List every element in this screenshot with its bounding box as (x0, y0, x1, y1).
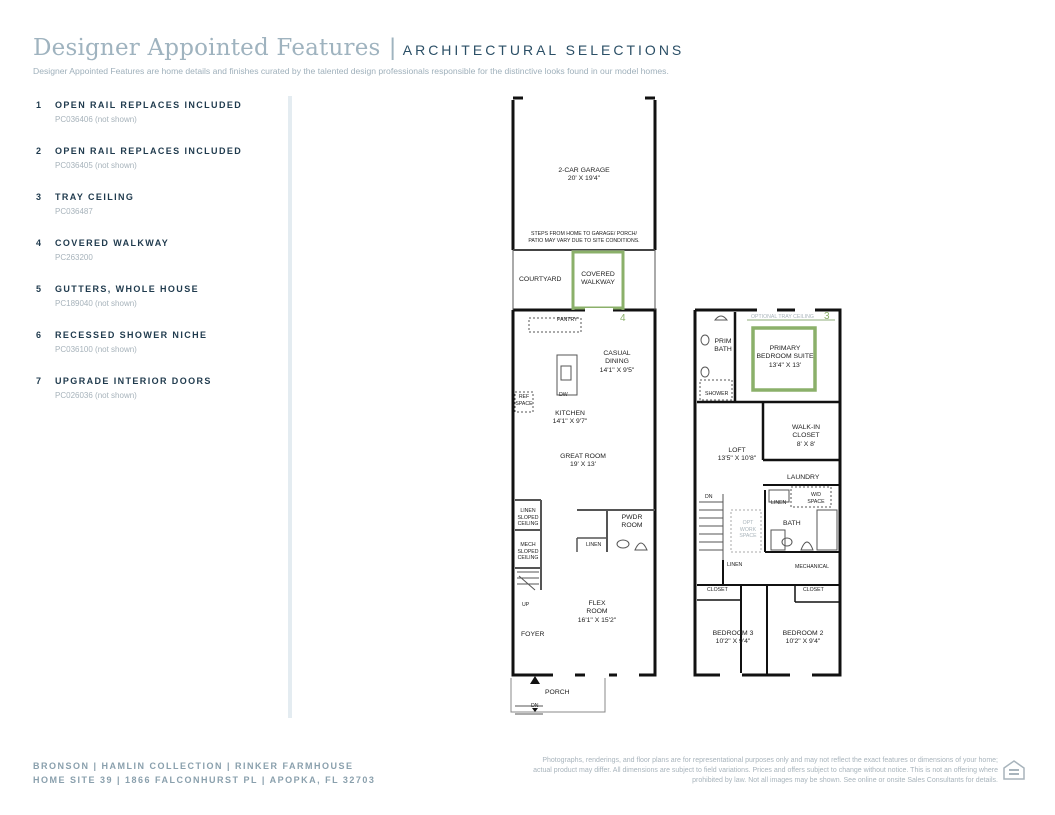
primary-bath-line: BATH (714, 346, 732, 354)
feature-number: 1 (36, 100, 42, 110)
feature-code: PC189040 (not shown) (55, 299, 137, 308)
page-header (33, 34, 684, 62)
feature-label: TRAY CEILING (55, 192, 135, 202)
covered-walkway-line: WALKWAY (581, 279, 615, 287)
garage-label (547, 167, 621, 184)
feature-item (36, 146, 276, 192)
feature-item (36, 192, 276, 238)
wd-space-line: W/D (810, 492, 822, 498)
ref-space-line: SPACE (515, 400, 533, 407)
feature-number: 6 (36, 330, 42, 340)
feature-item (36, 100, 276, 146)
opt-work-space-label (737, 520, 759, 540)
great-room-label (555, 453, 611, 470)
bedroom-3-name: BEDROOM 3 (712, 630, 754, 637)
opt-work-space-line: WORK (739, 526, 757, 533)
casual-dining-label (595, 350, 639, 375)
feature-item (36, 238, 276, 284)
equal-housing-icon (1002, 758, 1026, 782)
feature-item (36, 284, 276, 330)
dishwasher-label: DW (559, 392, 568, 398)
porch-dn-label: DN (531, 703, 539, 709)
garage-dimension: 20' X 19'4" (567, 175, 601, 183)
home-site-info (33, 759, 375, 788)
bedroom-2-name: BEDROOM 2 (782, 630, 824, 637)
page-title: Designer Appointed Features (33, 35, 381, 61)
mech-sloped-line: CEILING (517, 555, 539, 561)
loft-name: LOFT (728, 447, 746, 454)
page-description: Designer Appointed Features are home details and finishes curated by the talented design professionals responsible for the distinctive looks found in our model homes. (33, 66, 669, 76)
feature-marker-3: 3 (824, 311, 830, 322)
shower-label: SHOWER (705, 391, 729, 397)
collection-line: BRONSON | HAMLIN COLLECTION | RINKER FARMHOUSE (33, 761, 354, 771)
kitchen-name: KITCHEN (555, 410, 585, 417)
optional-tray-ceiling-label: OPTIONAL TRAY CEILING (751, 314, 814, 320)
flex-room-label (573, 600, 621, 625)
powder-room-line: PWDR (621, 514, 643, 521)
laundry-linen-label: LINEN (771, 500, 787, 506)
walk-in-closet-line: WALK-IN (791, 424, 821, 431)
ref-space-line: REF (518, 394, 530, 400)
garage-name: 2-CAR GARAGE (558, 167, 610, 174)
feature-label: COVERED WALKWAY (55, 238, 170, 248)
mech-sloped-line: SLOPED (517, 548, 539, 555)
feature-number: 5 (36, 284, 42, 294)
address-line: HOME SITE 39 | 1866 FALCONHURST PL | APOPKA, FL 32703 (33, 775, 376, 786)
bedroom-3-dimension: 10'2" X 9'4" (715, 638, 751, 646)
mech-sloped-label (515, 542, 541, 562)
steps-note (519, 231, 649, 244)
laundry-label: LAUNDRY (787, 474, 820, 481)
title-separator: | (389, 34, 396, 61)
feature-code: PC026036 (not shown) (55, 391, 137, 400)
primary-suite-dimension: 13'4" X 13' (768, 361, 802, 369)
bath-label: BATH (783, 520, 801, 527)
kitchen-label (545, 410, 595, 427)
feature-label: UPGRADE INTERIOR DOORS (55, 376, 212, 386)
covered-walkway-label (575, 271, 621, 288)
feature-code: PC036487 (55, 207, 93, 216)
courtyard-label: COURTYARD (519, 276, 562, 283)
feature-label: OPEN RAIL REPLACES INCLUDED (55, 146, 243, 156)
stairs-up-label: UP (522, 602, 530, 608)
linen-sloped-line: SLOPED (517, 514, 539, 521)
covered-walkway-line: COVERED (581, 271, 615, 278)
feature-number: 3 (36, 192, 42, 202)
floor-plan (495, 90, 855, 720)
great-room-dimension: 19' X 13' (569, 461, 597, 469)
bedroom-2-dimension: 10'2" X 9'4" (785, 638, 821, 646)
opt-work-space-line: OPT (742, 520, 754, 526)
powder-room-label (617, 514, 647, 531)
page-subtitle: ARCHITECTURAL SELECTIONS (402, 42, 685, 58)
walk-in-closet-label (783, 424, 829, 449)
feature-code: PC036100 (not shown) (55, 345, 137, 354)
bedroom-3-label (705, 630, 761, 647)
linen-sloped-line: CEILING (517, 521, 539, 527)
feature-marker-4: 4 (620, 313, 626, 324)
closet-bedroom2-label: CLOSET (803, 587, 824, 593)
feature-label: OPEN RAIL REPLACES INCLUDED (55, 100, 243, 110)
floor-plan-drawing (495, 90, 855, 720)
feature-number: 4 (36, 238, 42, 248)
closet-bedroom3-label: CLOSET (707, 587, 728, 593)
vertical-divider (288, 96, 292, 718)
walk-in-closet-dimension: 8' X 8' (796, 440, 816, 448)
great-room-name: GREAT ROOM (560, 453, 606, 460)
porch-label: PORCH (545, 689, 570, 696)
mechanical-label: MECHANICAL (795, 564, 830, 570)
feature-code: PC036405 (not shown) (55, 161, 137, 170)
walk-in-closet-line: CLOSET (792, 432, 820, 440)
primary-suite-line: PRIMARY (769, 345, 801, 352)
casual-dining-dimension: 14'1" X 9'5" (599, 366, 635, 374)
wd-space-line: SPACE (807, 498, 825, 505)
wd-space-label (805, 492, 827, 505)
primary-bath-label (711, 338, 735, 355)
feature-item (36, 376, 276, 422)
bedroom-2-label (775, 630, 831, 647)
stairs-dn-label: DN (705, 494, 713, 500)
primary-suite-label (751, 345, 819, 370)
flex-room-line: ROOM (586, 608, 608, 616)
feature-label: RECESSED SHOWER NICHE (55, 330, 208, 340)
loft-label (713, 447, 761, 464)
steps-note-line: PATIO MAY VARY DUE TO SITE CONDITIONS. (528, 237, 640, 244)
casual-dining-line: CASUAL (603, 350, 631, 357)
linen-sloped-label (515, 508, 541, 528)
feature-number: 7 (36, 376, 42, 386)
steps-note-line: STEPS FROM HOME TO GARAGE/ PORCH/ (531, 231, 637, 237)
flex-room-line: FLEX (588, 600, 606, 607)
feature-list (36, 100, 276, 422)
mech-sloped-line: MECH (520, 542, 536, 548)
loft-dimension: 13'5" X 10'8" (717, 455, 757, 463)
linen-label: LINEN (586, 542, 602, 548)
feature-label: GUTTERS, WHOLE HOUSE (55, 284, 200, 294)
feature-code: PC263200 (55, 253, 93, 262)
primary-bath-line: PRIM (714, 338, 732, 345)
flex-room-dimension: 16'1" X 15'2" (577, 616, 617, 624)
casual-dining-line: DINING (605, 358, 629, 366)
primary-suite-line: BEDROOM SUITE (756, 353, 814, 361)
hall-linen-label: LINEN (727, 562, 743, 568)
feature-item (36, 330, 276, 376)
linen-sloped-line: LINEN (520, 508, 536, 514)
foyer-label: FOYER (521, 631, 545, 638)
powder-room-line: ROOM (621, 522, 643, 530)
kitchen-dimension: 14'1" X 9'7" (552, 418, 588, 426)
feature-code: PC036406 (not shown) (55, 115, 137, 124)
disclaimer: Photographs, renderings, and floor plans are for representational purposes only and may not reflect the exact features or dimensions of your home; actual product may differ. All dimensions are subject to field variations. Prices and offers subject to change without notice. This is not an offering where prohibited by law. Not all images may be shown. See online or onsite Sales Consultants for details. (533, 757, 998, 784)
feature-number: 2 (36, 146, 42, 156)
pantry-label: PANTRY (557, 317, 578, 323)
ref-space-label (515, 394, 533, 407)
opt-work-space-line: SPACE (739, 533, 757, 539)
